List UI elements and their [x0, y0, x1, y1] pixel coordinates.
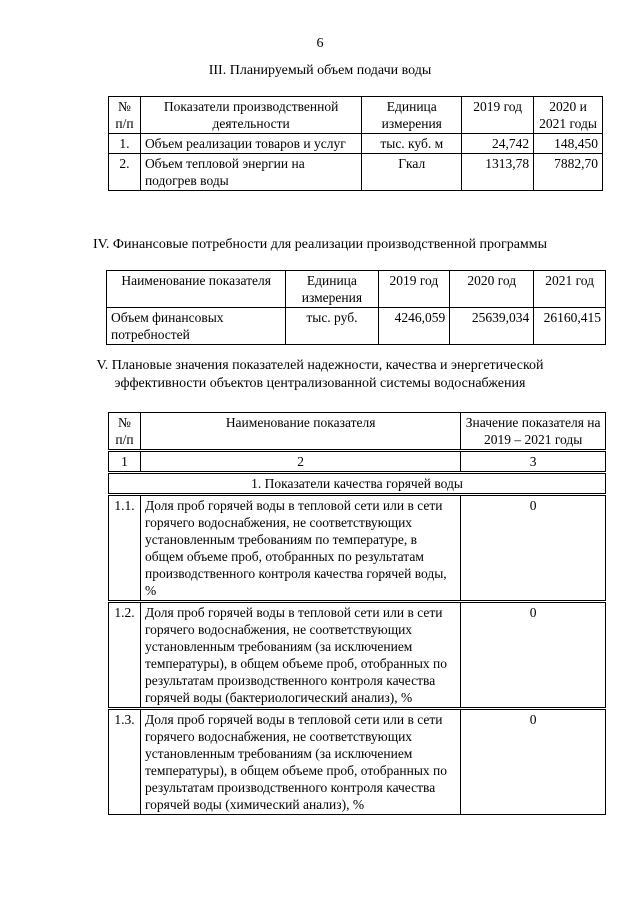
- table-row: [109, 154, 603, 191]
- row-unit: тыс. руб.: [286, 308, 378, 345]
- row-num: 1.: [109, 134, 141, 154]
- table-row: [109, 709, 606, 815]
- row-name: Объем тепловой энергии на подогрев воды: [140, 154, 361, 191]
- section-5-title-line-1: V. Плановые значения показателей надежности, качества и энергетической: [96, 358, 544, 373]
- group-title: 1. Показатели качества горячей воды: [109, 473, 606, 495]
- row-2019: 1313,78: [462, 154, 534, 191]
- row-num: 1.3.: [109, 709, 141, 815]
- row-value: 0: [461, 709, 606, 815]
- row-2020: 25639,034: [450, 308, 534, 345]
- header-2020-2021: 2020 и 2021 годы: [534, 97, 603, 134]
- header-unit: Единица измерения: [286, 271, 378, 308]
- col-number: 3: [461, 451, 606, 473]
- row-name: Доля проб горячей воды в тепловой сети или в сети горячего водоснабжения, не соответствующих установленным требованиям (за исключением температуры), в общем объеме проб, отобранных по результатам производственного контроля качества горячей воды (химический анализ), %: [140, 709, 460, 815]
- row-num: 1.1.: [109, 495, 141, 602]
- header-2020: 2020 год: [450, 271, 534, 308]
- header-num: № п/п: [109, 413, 141, 451]
- row-2021: 26160,415: [534, 308, 606, 345]
- row-2019: 24,742: [462, 134, 534, 154]
- row-value: 0: [461, 602, 606, 709]
- col-number: 2: [140, 451, 460, 473]
- row-name: Доля проб горячей воды в тепловой сети или в сети горячего водоснабжения, не соответствующих установленным требованиям по температуре, в общем объеме проб, отобранных по результатам производственного контроля качества горячей воды, %: [140, 495, 460, 602]
- header-2019: 2019 год: [378, 271, 450, 308]
- column-numbers-row: [109, 451, 606, 473]
- row-num: 1.2.: [109, 602, 141, 709]
- row-unit: тыс. куб. м: [362, 134, 462, 154]
- table-header-row: [107, 271, 606, 308]
- table-header-row: [109, 413, 606, 451]
- header-value: Значение показателя на 2019 – 2021 годы: [461, 413, 606, 451]
- group-title-row: [109, 473, 606, 495]
- header-unit: Единица измерения: [362, 97, 462, 134]
- page-number: 6: [316, 36, 324, 51]
- section-5-title-line-2: эффективности объектов централизованной системы водоснабжения: [114, 376, 526, 391]
- row-name: Объем финансовых потребностей: [107, 308, 286, 345]
- header-num: № п/п: [109, 97, 141, 134]
- row-name: Объем реализации товаров и услуг: [140, 134, 361, 154]
- row-name: Доля проб горячей воды в тепловой сети или в сети горячего водоснабжения, не соответствующих установленным требованиям (за исключением температуры), в общем объеме проб, отобранных по результатам производственного контроля качества горячей воды (бактериологический анализ), %: [140, 602, 460, 709]
- header-indicator-name: Наименование показателя: [140, 413, 460, 451]
- planned-water-supply-table: [108, 96, 603, 191]
- section-3-title: III. Планируемый объем подачи воды: [208, 63, 432, 78]
- section-4-title: IV. Финансовые потребности для реализации производственной программы: [92, 237, 548, 252]
- col-number: 1: [109, 451, 141, 473]
- header-2019: 2019 год: [462, 97, 534, 134]
- financial-needs-table: [106, 270, 606, 345]
- row-unit: Гкал: [362, 154, 462, 191]
- header-indicator: Показатели производственной деятельности: [140, 97, 361, 134]
- table-row: [109, 134, 603, 154]
- row-value: 0: [461, 495, 606, 602]
- table-row: [109, 602, 606, 709]
- quality-indicators-table: [108, 412, 606, 815]
- table-row: [109, 495, 606, 602]
- table-header-row: [109, 97, 603, 134]
- row-2020-2021: 7882,70: [534, 154, 603, 191]
- header-2021: 2021 год: [534, 271, 606, 308]
- table-row: [107, 308, 606, 345]
- row-num: 2.: [109, 154, 141, 191]
- row-2020-2021: 148,450: [534, 134, 603, 154]
- row-2019: 4246,059: [378, 308, 450, 345]
- header-indicator-name: Наименование показателя: [107, 271, 286, 308]
